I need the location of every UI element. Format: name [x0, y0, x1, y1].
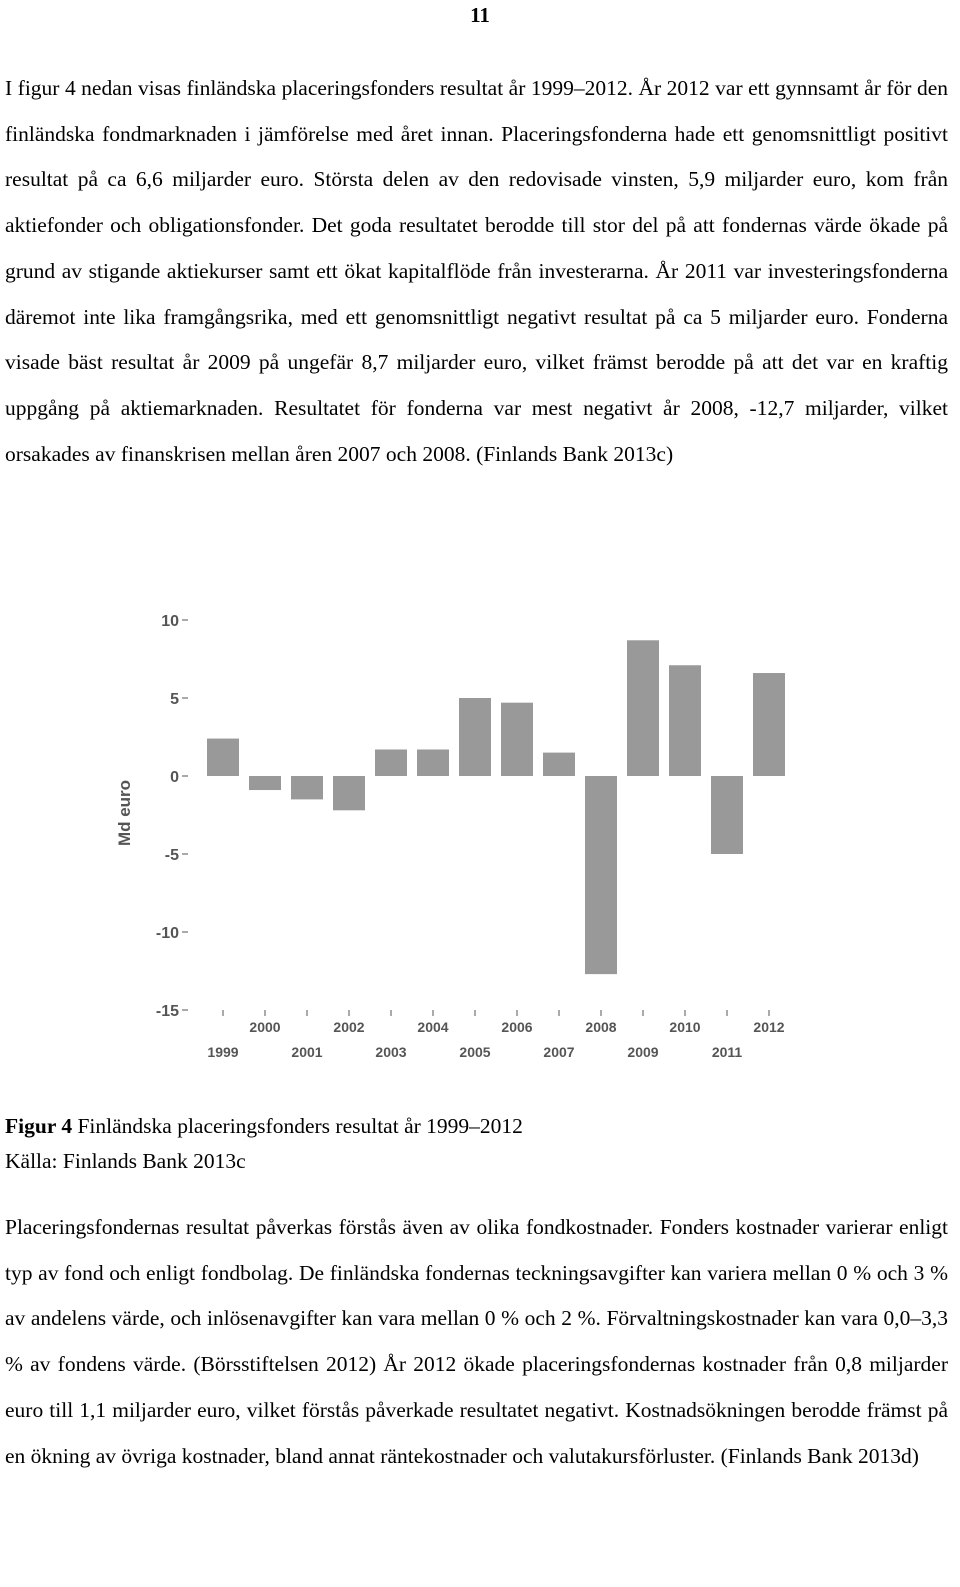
bar-2009 [627, 640, 659, 776]
y-tick-label: -5 [164, 847, 179, 864]
bar-2003 [375, 749, 407, 776]
x-tick-label: 2008 [585, 1019, 617, 1035]
y-tick-label: 0 [170, 769, 179, 786]
bar-2001 [291, 776, 323, 799]
bar-2004 [417, 749, 449, 776]
x-tick-label: 1999 [207, 1044, 239, 1060]
page-number: 11 [470, 3, 490, 27]
figure-caption [5, 1111, 523, 1141]
bars [207, 640, 785, 974]
y-axis-label: Md euro [115, 779, 134, 847]
x-tick-label: 2003 [375, 1044, 407, 1060]
bar-2008 [585, 776, 617, 974]
x-tick-label: 2005 [459, 1044, 491, 1060]
bar-2012 [753, 673, 785, 776]
bar-2010 [669, 665, 701, 776]
figure-source: Källa: Finlands Bank 2013c [5, 1149, 246, 1173]
bar-2000 [249, 776, 281, 790]
y-tick-label: 5 [170, 691, 179, 708]
y-tick-label: -10 [155, 925, 179, 942]
x-tick-label: 2011 [711, 1044, 743, 1060]
x-tick-label: 2007 [543, 1044, 575, 1060]
x-tick-label: 2012 [753, 1019, 785, 1035]
bar-1999 [207, 739, 239, 776]
x-tick-label: 2010 [669, 1019, 701, 1035]
x-tick-label: 2002 [333, 1019, 365, 1035]
x-tick-label: 2009 [627, 1044, 659, 1060]
bar-2002 [333, 776, 365, 810]
x-tick-label: 2004 [417, 1019, 449, 1035]
x-axis-ticks [207, 1010, 784, 1060]
y-tick-label: 10 [161, 613, 179, 630]
x-tick-label: 2001 [291, 1044, 323, 1060]
y-axis-ticks [156, 613, 188, 1020]
x-tick-label: 2006 [501, 1019, 533, 1035]
bar-2011 [711, 776, 743, 854]
figure-caption-text: Finländska placeringsfonders resultat år 1999–2012 [77, 1114, 523, 1138]
paragraph-fund-results: I figur 4 nedan visas finländska placeringsfonders resultat år 1999–2012. År 2012 var ett gynnsamt år för den finländska fondmarknaden i jämförelse med året innan. Placeringsfonderna hade ett genomsnittligt positivt resultat på ca 6,6 miljarder euro. Största delen av den redovisade vinsten, 5,9 miljarder euro, kom från aktiefonder och obligationsfonder. Det goda resultatet berodde till stor del på att fondernas värde ökade på grund av stigande aktiekurser samt ett ökat kapitalflöde från investerarna. År 2011 var investeringsfonderna däremot inte lika framgångsrika, med ett genomsnittligt negativt resultat på ca 5 miljarder euro. Fonderna visade bäst resultat år 2009 på ungefär 8,7 miljarder euro, vilket främst berodde på att det var en kraftig uppgång på aktiemarknaden. Resultatet för fonderna var mest negativt år 2008, -12,7 miljarder, vilket orsakades av finanskrisen mellan åren 2007 och 2008. (Finlands Bank 2013c) [5, 76, 948, 466]
bar-2007 [543, 753, 575, 776]
bar-2005 [459, 698, 491, 776]
x-tick-label: 2000 [249, 1019, 281, 1035]
y-tick-label: -15 [155, 1003, 179, 1020]
bar-chart [100, 600, 820, 1070]
paragraph-fund-costs: Placeringsfondernas resultat påverkas förstås även av olika fondkostnader. Fonders kostnader varierar enligt typ av fond och enligt fondbolag. De finländska fondernas teckningsavgifter kan variera mellan 0 % och 3 % av andelens värde, och inlösenavgifter kan vara mellan 0 % och 2 %. Förvaltningskostnader kan vara 0,0–3,3 % av fondens värde. (Börsstiftelsen 2012) År 2012 ökade placeringsfondernas kostnader från 0,8 miljarder euro till 1,1 miljarder euro, vilket förstås påverkade resultatet negativt. Kostnadsökningen berodde främst på en ökning av övriga kostnader, bland annat räntekostnader och valutakursförluster. (Finlands Bank 2013d) [5, 1215, 948, 1468]
figure-label: Figur 4 [5, 1114, 73, 1138]
bar-2006 [501, 703, 533, 776]
